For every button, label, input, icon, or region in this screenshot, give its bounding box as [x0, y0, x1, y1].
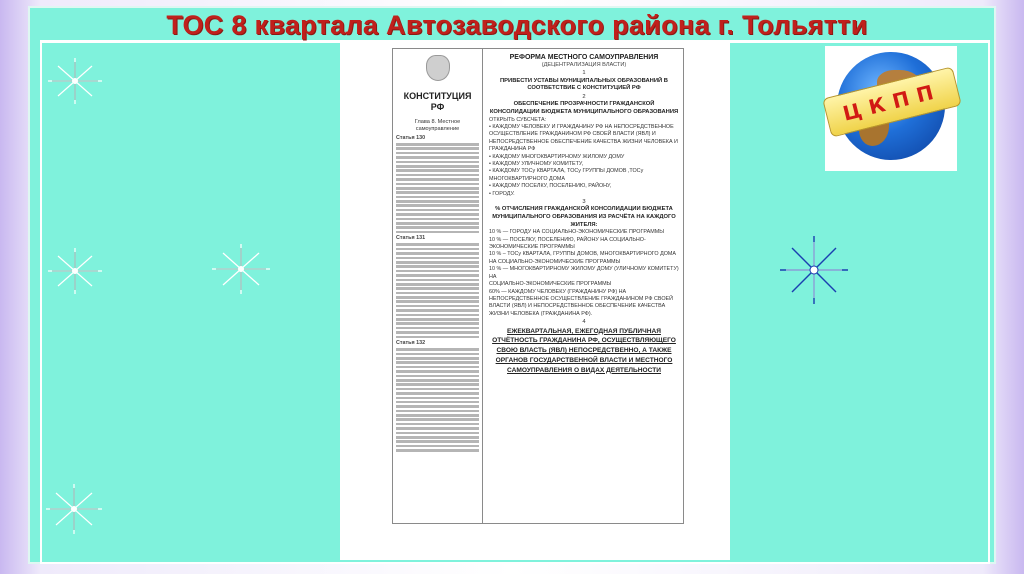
list-item: • КАЖДОМУ УЛИЧНОМУ КОМИТЕТУ, — [489, 161, 679, 168]
list-item: 10 % — ПОСЕЛКУ, ПОСЕЛЕНИЮ, РАЙОНУ НА СОЦИАЛЬНО-ЭКОНОМИЧЕСКИЕ ПРОГРАММЫ — [489, 236, 646, 251]
list-item: • КАЖДОМУ ЧЕЛОВЕКУ И ГРАЖДАНИНУ РФ НА НЕПОСРЕДСТВЕННОЕ ОСУЩЕСТВЛЕНИЕ ГРАЖДАНИНОМ РФ СВОЕЙ ВЛАСТИ (ЯВЛ) И НЕПОСРЕДСТВЕННОЕ ОБЕСПЕЧЕНИЕ КАЧЕСТВА ЖИЗНИ ЧЕЛОВЕКА И ГРАЖДАНИНА РФ — [489, 124, 679, 154]
sparkle-star-icon — [46, 484, 102, 534]
reform-column — [483, 49, 685, 523]
section-heading: ПРИВЕСТИ УСТАВЫ МУНИЦИПАЛЬНЫХ ОБРАЗОВАНИЙ В СООТВЕТСТВИЕ С КОНСТИТУЦИЕЙ РФ — [500, 77, 668, 92]
constitution-column — [393, 49, 483, 523]
section-number: 2 — [582, 94, 586, 100]
list-item: СОЦИАЛЬНО-ЭКОНОМИЧЕСКИЕ ПРОГРАММЫ — [489, 281, 612, 288]
reform-subtitle: (ДЕЦЕНТРАЛИЗАЦИЯ ВЛАСТИ) — [541, 62, 627, 68]
sparkle-star-icon — [48, 58, 102, 104]
section-number: 3 — [582, 199, 586, 206]
logo-text: ЦКПП — [840, 78, 944, 126]
coat-of-arms-icon — [426, 55, 450, 81]
section-heading: ОБЕСПЕЧЕНИЕ ПРОЗРАЧНОСТИ ГРАЖДАНСКОЙ КОНСОЛИДАЦИИ БЮДЖЕТА МУНИЦИПАЛЬНОГО ОБРАЗОВАНИЯ — [489, 101, 679, 115]
sparkle-star-icon — [212, 244, 270, 294]
list-item: 10 % — МНОГОКВАРТИРНОМУ ЖИЛОМУ ДОМУ (УЛИЧНОМУ КОМИТЕТУ) НА — [489, 266, 679, 280]
article-label: Статья 131 — [396, 235, 426, 242]
constitution-heading: КОНСТИТУЦИЯ РФ — [403, 91, 472, 112]
list-item: • КАЖДОМУ МНОГОКВАРТИРНОМУ ЖИЛОМУ ДОМУ — [489, 154, 679, 161]
chapter-title: Глава 8. Местное самоуправление — [414, 119, 461, 132]
list-item: • ГОРОДУ. — [489, 191, 679, 198]
sparkle-star-icon — [48, 248, 102, 294]
section-number: 1 — [582, 70, 586, 77]
section-heading: % ОТЧИСЛЕНИЯ ГРАЖДАНСКОЙ КОНСОЛИДАЦИИ БЮДЖЕТА МУНИЦИПАЛЬНОГО ОБРАЗОВАНИЯ ИЗ РАСЧЁТА НА КАЖДОГО ЖИТЕЛЯ: — [492, 206, 676, 228]
article-text — [396, 143, 479, 233]
article-label: Статья 130 — [396, 135, 426, 141]
section-number: 4 — [582, 319, 586, 326]
list-item: • КАЖДОМУ ПОСЕЛКУ, ПОСЕЛЕНИЮ, РАЙОНУ, — [489, 183, 679, 190]
list-item: 60% — КАЖДОМУ ЧЕЛОВЕКУ (ГРАЖДАНИНУ РФ) НА НЕПОСРЕДСТВЕННОЕ ОСУЩЕСТВЛЕНИЕ ГРАЖДАНИНОМ РФ СВОЕЙ ВЛАСТИ (ЯВЛ) И НЕПОСРЕДСТВЕННОЕ ОБЕСПЕЧЕНИЕ КАЧЕСТВА ЖИЗНИ ЧЕЛОВЕКА (ГРАЖДАНИНА РФ). — [489, 288, 673, 317]
document-table — [392, 48, 684, 524]
article-text — [396, 348, 479, 452]
list-intro: ОТКРЫТЬ СУБСЧЕТА: — [489, 116, 547, 123]
slide-title: ТОС 8 квартала Автозаводского района г. Тольятти — [166, 9, 868, 40]
section-heading: ЕЖЕКВАРТАЛЬНАЯ, ЕЖЕГОДНАЯ ПУБЛИЧНАЯ ОТЧЁТНОСТЬ ГРАЖДАНИНА РФ, ОСУЩЕСТВЛЯЮЩЕГО СВОЮ ВЛАСТЬ (ЯВЛ) НЕПОСРЕДСТВЕННО, А ТАКЖЕ ОРГАНОВ ГОСУДАРСТВЕННОЙ ВЛАСТИ И МЕСТНОГО САМОУПРАВЛЕНИЯ О ВИДАХ ДЕЯТЕЛЬНОСТИ — [492, 327, 676, 374]
list-item: НА СОЦИАЛЬНО-ЭКОНОМИЧЕСКИЕ ПРОГРАММЫ — [489, 258, 621, 265]
list-item: 10 % – ТОСу КВАРТАЛА, ГРУППЫ ДОМОВ, МНОГОКВАРТИРНОГО ДОМА — [489, 251, 677, 258]
article-label: Статья 132 — [396, 340, 426, 347]
list-item: 10 % — ГОРОДУ НА СОЦИАЛЬНО-ЭКОНОМИЧЕСКИЕ ПРОГРАММЫ — [489, 229, 664, 236]
reform-title: РЕФОРМА МЕСТНОГО САМОУПРАВЛЕНИЯ — [509, 54, 659, 61]
blue-sparkle-star-icon — [780, 236, 848, 304]
scanned-document — [340, 40, 730, 560]
title-bar — [42, 8, 992, 42]
list-item: • КАЖДОМУ ТОСу КВАРТАЛА, ТОСу ГРУППЫ ДОМОВ ,ТОСу МНОГОКВАРТИРНОГО ДОМА — [489, 168, 679, 183]
article-text — [396, 243, 479, 338]
ckpp-logo — [825, 46, 957, 171]
